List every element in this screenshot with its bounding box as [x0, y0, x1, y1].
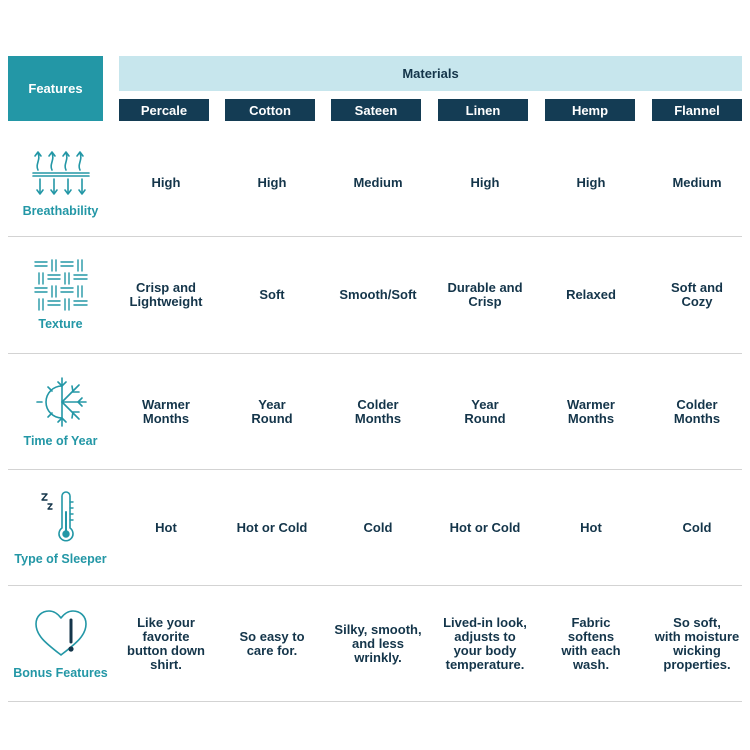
- value-cell: Medium: [672, 175, 722, 190]
- value-cell: Hot or Cold: [449, 519, 521, 535]
- material-header-cotton: Cotton: [225, 99, 315, 121]
- value-cell: Hot or Cold: [236, 519, 308, 535]
- materials-header: [119, 56, 742, 91]
- heart-exclamation-icon: [33, 608, 89, 660]
- feature-cell: [8, 354, 113, 469]
- value-cell: Crisp and Lightweight: [129, 280, 203, 309]
- row-divider: [8, 701, 742, 702]
- value-cell: Cold: [682, 519, 712, 535]
- feature-label: Texture: [38, 317, 83, 331]
- value-cell: Year Round: [464, 396, 506, 426]
- material-header-percale: Percale: [119, 99, 209, 121]
- table-row-type-of-sleeper: [8, 470, 742, 585]
- feature-cell: [8, 237, 113, 353]
- value-cell: Soft: [259, 287, 285, 302]
- value-cell: So easy to care for.: [239, 628, 305, 658]
- value-cell: So soft, with moisture wicking properties.: [654, 614, 740, 672]
- value-cell: Hot: [155, 519, 177, 535]
- value-cell: Medium: [353, 175, 403, 190]
- value-cell: Cold: [363, 519, 393, 535]
- table-row-texture: [8, 237, 742, 353]
- material-header-hemp: Hemp: [545, 99, 635, 121]
- value-cell: High: [576, 175, 606, 190]
- value-cell: Smooth/Soft: [339, 287, 417, 302]
- material-header-linen: Linen: [438, 99, 528, 121]
- value-cell: Warmer Months: [142, 396, 190, 426]
- table-row-time-of-year: [8, 354, 742, 469]
- table-row-bonus-features: [8, 586, 742, 701]
- sleep-thermometer-icon: [39, 490, 83, 546]
- value-cell: Year Round: [251, 396, 293, 426]
- value-cell: Silky, smooth, and less wrinkly.: [334, 621, 422, 665]
- woven-texture-icon: [33, 259, 89, 311]
- table-row-breathability: [8, 130, 742, 236]
- breathability-arrows-icon: [32, 148, 90, 198]
- value-cell: Relaxed: [566, 287, 616, 302]
- material-header-sateen: Sateen: [331, 99, 421, 121]
- value-cell: Fabric softens with each wash.: [561, 614, 621, 672]
- feature-label: Breathability: [22, 204, 99, 218]
- value-cell: Soft and Cozy: [671, 280, 723, 309]
- value-cell: High: [470, 175, 500, 190]
- material-column-headers: [119, 99, 742, 121]
- feature-cell: [8, 130, 113, 236]
- feature-cell: [8, 470, 113, 585]
- value-cell: Hot: [580, 519, 602, 535]
- value-cell: Colder Months: [354, 396, 402, 426]
- feature-label: Type of Sleeper: [14, 551, 107, 566]
- features-header-label: Features: [28, 81, 83, 96]
- feature-label: Bonus Features: [13, 665, 108, 680]
- value-cell: High: [151, 175, 181, 190]
- value-cell: Like your favorite button down shirt.: [127, 614, 205, 672]
- value-cell: Colder Months: [673, 396, 721, 426]
- value-cell: Warmer Months: [567, 396, 615, 426]
- materials-header-label: Materials: [402, 66, 459, 81]
- sun-snowflake-icon: [33, 376, 89, 428]
- value-cell: Durable and Crisp: [447, 280, 523, 309]
- value-cell: High: [257, 175, 287, 190]
- feature-label: Time of Year: [23, 433, 98, 448]
- features-header: [8, 56, 103, 121]
- value-cell: Lived-in look, adjusts to your body temperature.: [443, 614, 527, 672]
- material-header-flannel: Flannel: [652, 99, 742, 121]
- feature-cell: [8, 586, 113, 701]
